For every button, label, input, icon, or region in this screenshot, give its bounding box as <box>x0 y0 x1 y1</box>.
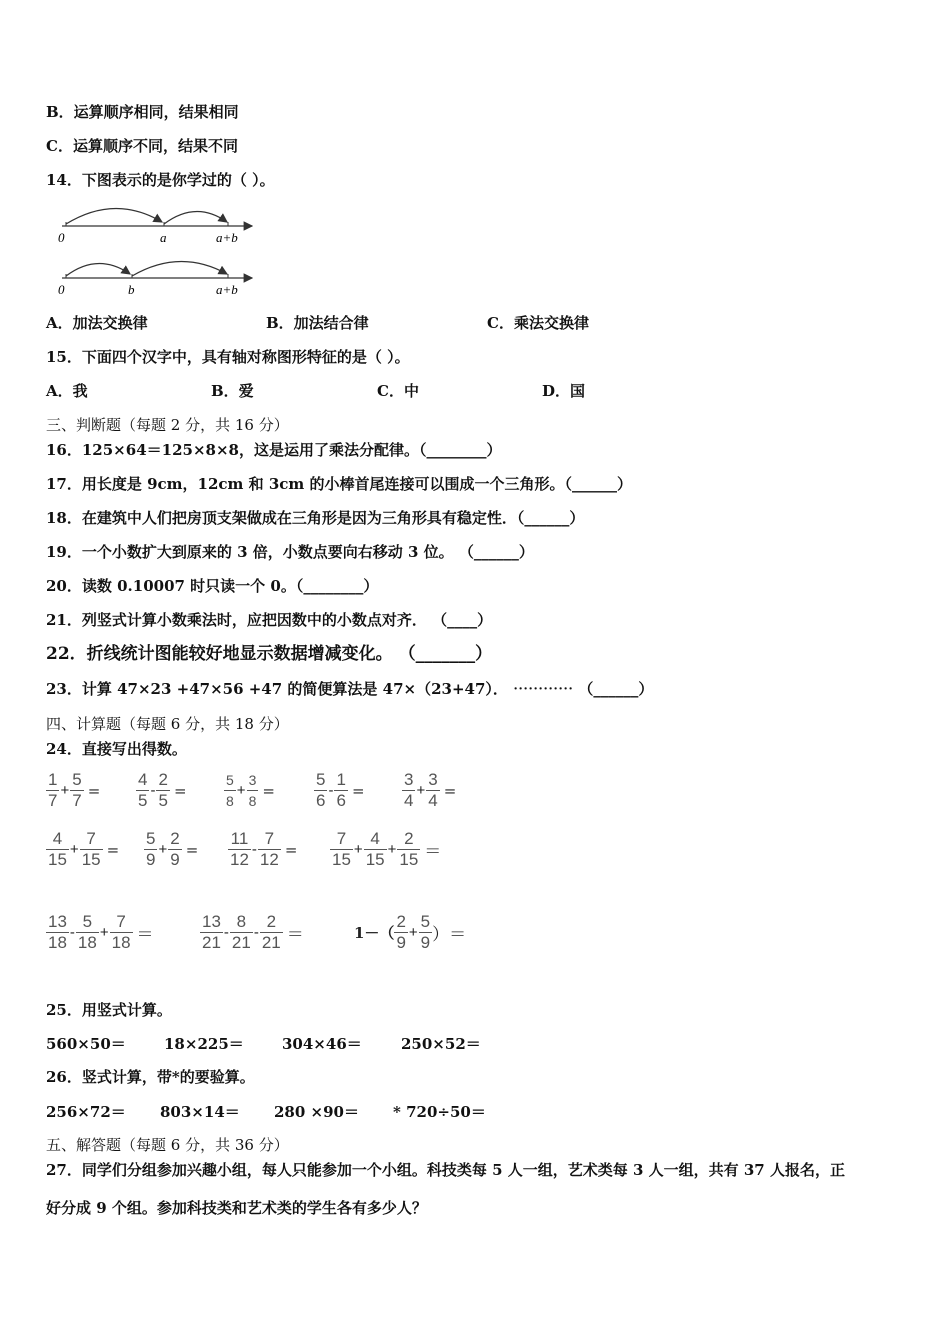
fraction: $\frac{13}{18}$ <box>48 912 67 952</box>
nl-bottom-zero: 0 <box>58 282 65 297</box>
frac-expr: $\frac{1}{7}$ + $\frac{5}{7}$ = <box>48 770 101 810</box>
fraction: $\frac{5}{7}$ <box>72 770 82 810</box>
frac-expr: $\frac{13}{18}$ - $\frac{5}{18}$ + $\frac{7}{18}$ ＝ <box>48 912 154 952</box>
q26-item: 280 ×90＝ <box>274 1103 359 1121</box>
q14-option-c: C．乘法交换律 <box>487 314 589 332</box>
fraction: $\frac{7}{12}$ <box>259 829 279 869</box>
frac-expr: $\frac{5}{6}$ - $\frac{1}{6}$ = <box>316 770 365 810</box>
question-27-line-1: 27．同学们分组参加兴趣小组，每人只能参加一个小组。科技类每 5 人一组，艺术类每 3 人一组，共有 37 人报名，正 <box>46 1161 845 1179</box>
nl-top-zero: 0 <box>58 230 65 245</box>
fraction: $\frac{2}{5}$ <box>158 770 168 810</box>
fraction: $\frac{5}{8}$ <box>226 772 234 809</box>
question-20: 20．读数 0.10007 时只读一个 0。（________） <box>46 577 379 595</box>
fraction: $\frac{5}{6}$ <box>316 770 326 810</box>
q26-item: * 720÷50＝ <box>393 1103 486 1121</box>
question-16: 16．125×64＝125×8×8，这是运用了乘法分配律。（________） <box>46 441 502 459</box>
nl-bottom-b: b <box>128 282 135 297</box>
question-25: 25．用竖式计算。 <box>46 1001 172 1019</box>
frac-expr: $\frac{5}{8}$ + $\frac{3}{8}$ = <box>226 772 275 809</box>
fraction: $\frac{3}{4}$ <box>428 770 438 810</box>
fraction: $\frac{4}{15}$ <box>365 829 385 869</box>
frac-expr: $\frac{5}{9}$ + $\frac{2}{9}$ = <box>146 829 199 869</box>
q14-option-b: B．加法结合律 <box>266 314 369 332</box>
question-26: 26．竖式计算，带*的要验算。 <box>46 1068 255 1086</box>
fraction: $\frac{5}{18}$ <box>77 912 97 952</box>
q25-item: 250×52＝ <box>401 1035 481 1053</box>
frac-expr: $\frac{4}{15}$ + $\frac{7}{15}$ = <box>48 829 120 869</box>
fraction: $\frac{5}{9}$ <box>146 829 156 869</box>
fraction: $\frac{8}{21}$ <box>231 912 251 952</box>
question-21: 21．列竖式计算小数乘法时，应把因数中的小数点对齐． （____） <box>46 611 493 629</box>
fraction: $\frac{7}{15}$ <box>81 829 101 869</box>
q14-option-a: A．加法交换律 <box>46 314 148 332</box>
frac-expr: $\frac{3}{4}$ + $\frac{3}{4}$ = <box>404 770 457 810</box>
nl-top-a: a <box>160 230 167 245</box>
option-c-q13: C．运算顺序不同，结果不同 <box>46 137 238 155</box>
option-b-q13: B．运算顺序相同，结果相同 <box>46 103 239 121</box>
fraction: $\frac{2}{9}$ <box>170 829 180 869</box>
fraction: $\frac{13}{21}$ <box>202 912 221 952</box>
fraction: $\frac{4}{15}$ <box>48 829 67 869</box>
q25-item: 560×50＝ <box>46 1035 126 1053</box>
q15-option-d: D．国 <box>542 382 586 400</box>
question-17: 17．用长度是 9cm，12cm 和 3cm 的小棒首尾连接可以围成一个三角形。（______） <box>46 475 633 493</box>
q15-option-c: C．中 <box>377 382 419 400</box>
fraction: $\frac{2}{15}$ <box>399 829 419 869</box>
fraction: $\frac{1}{7}$ <box>48 770 58 810</box>
question-27-line-2: 好分成 9 个组。参加科技类和艺术类的学生各有多少人？ <box>46 1199 427 1217</box>
question-24: 24．直接写出得数。 <box>46 740 187 758</box>
q25-item: 304×46＝ <box>282 1035 362 1053</box>
q15-option-b: B．爱 <box>211 382 254 400</box>
nl-bottom-aplusb: a+b <box>216 282 238 297</box>
question-23: 23．计算 47×23 +47×56 +47 的简便算法是 47×（23+47）． ⋯⋯⋯⋯ （______） <box>46 680 654 698</box>
nl-top-aplusb: a+b <box>216 230 238 245</box>
frac-expr: 1－（ $\frac{2}{9}$ + $\frac{5}{9}$ ）＝ <box>354 912 467 952</box>
fraction: $\frac{3}{4}$ <box>404 770 414 810</box>
question-18: 18．在建筑中人们把房顶支架做成在三角形是因为三角形具有稳定性．（______） <box>46 509 585 527</box>
question-14: 14．下图表示的是你学过的（ ）。 <box>46 171 275 189</box>
frac-expr: $\frac{13}{21}$ - $\frac{8}{21}$ - $\frac{2}{21}$ ＝ <box>202 912 304 952</box>
section-5-heading: 五、解答题（每题 6 分，共 36 分） <box>46 1136 289 1154</box>
question-19: 19．一个小数扩大到原来的 3 倍，小数点要向右移动 3 位。 （______） <box>46 543 534 561</box>
number-line-diagram <box>52 200 262 300</box>
section-4-heading: 四、计算题（每题 6 分，共 18 分） <box>46 715 289 733</box>
question-15: 15．下面四个汉字中，具有轴对称图形特征的是（ ）。 <box>46 348 410 366</box>
question-22: 22．折线统计图能较好地显示数据增减变化。 （_______） <box>46 644 493 664</box>
q15-option-a: A．我 <box>46 382 88 400</box>
q26-item: 256×72＝ <box>46 1103 126 1121</box>
fraction: $\frac{2}{9}$ <box>396 912 406 952</box>
fraction: $\frac{1}{6}$ <box>336 770 346 810</box>
q25-item: 18×225＝ <box>164 1035 244 1053</box>
fraction: $\frac{7}{18}$ <box>111 912 131 952</box>
q26-item: 803×14＝ <box>160 1103 240 1121</box>
fraction: $\frac{3}{8}$ <box>248 772 257 809</box>
fraction: $\frac{4}{5}$ <box>138 770 148 810</box>
fraction: $\frac{11}{12}$ <box>230 829 249 869</box>
fraction: $\frac{7}{15}$ <box>332 829 351 869</box>
section-3-heading: 三、判断题（每题 2 分，共 16 分） <box>46 416 289 434</box>
frac-expr: $\frac{11}{12}$ - $\frac{7}{12}$ = <box>230 829 298 869</box>
fraction: $\frac{2}{21}$ <box>261 912 281 952</box>
fraction: $\frac{5}{9}$ <box>420 912 431 952</box>
frac-expr: $\frac{4}{5}$ - $\frac{2}{5}$ = <box>138 770 187 810</box>
frac-expr: $\frac{7}{15}$ + $\frac{4}{15}$ + $\frac{2}{15}$ ＝ <box>332 829 442 869</box>
